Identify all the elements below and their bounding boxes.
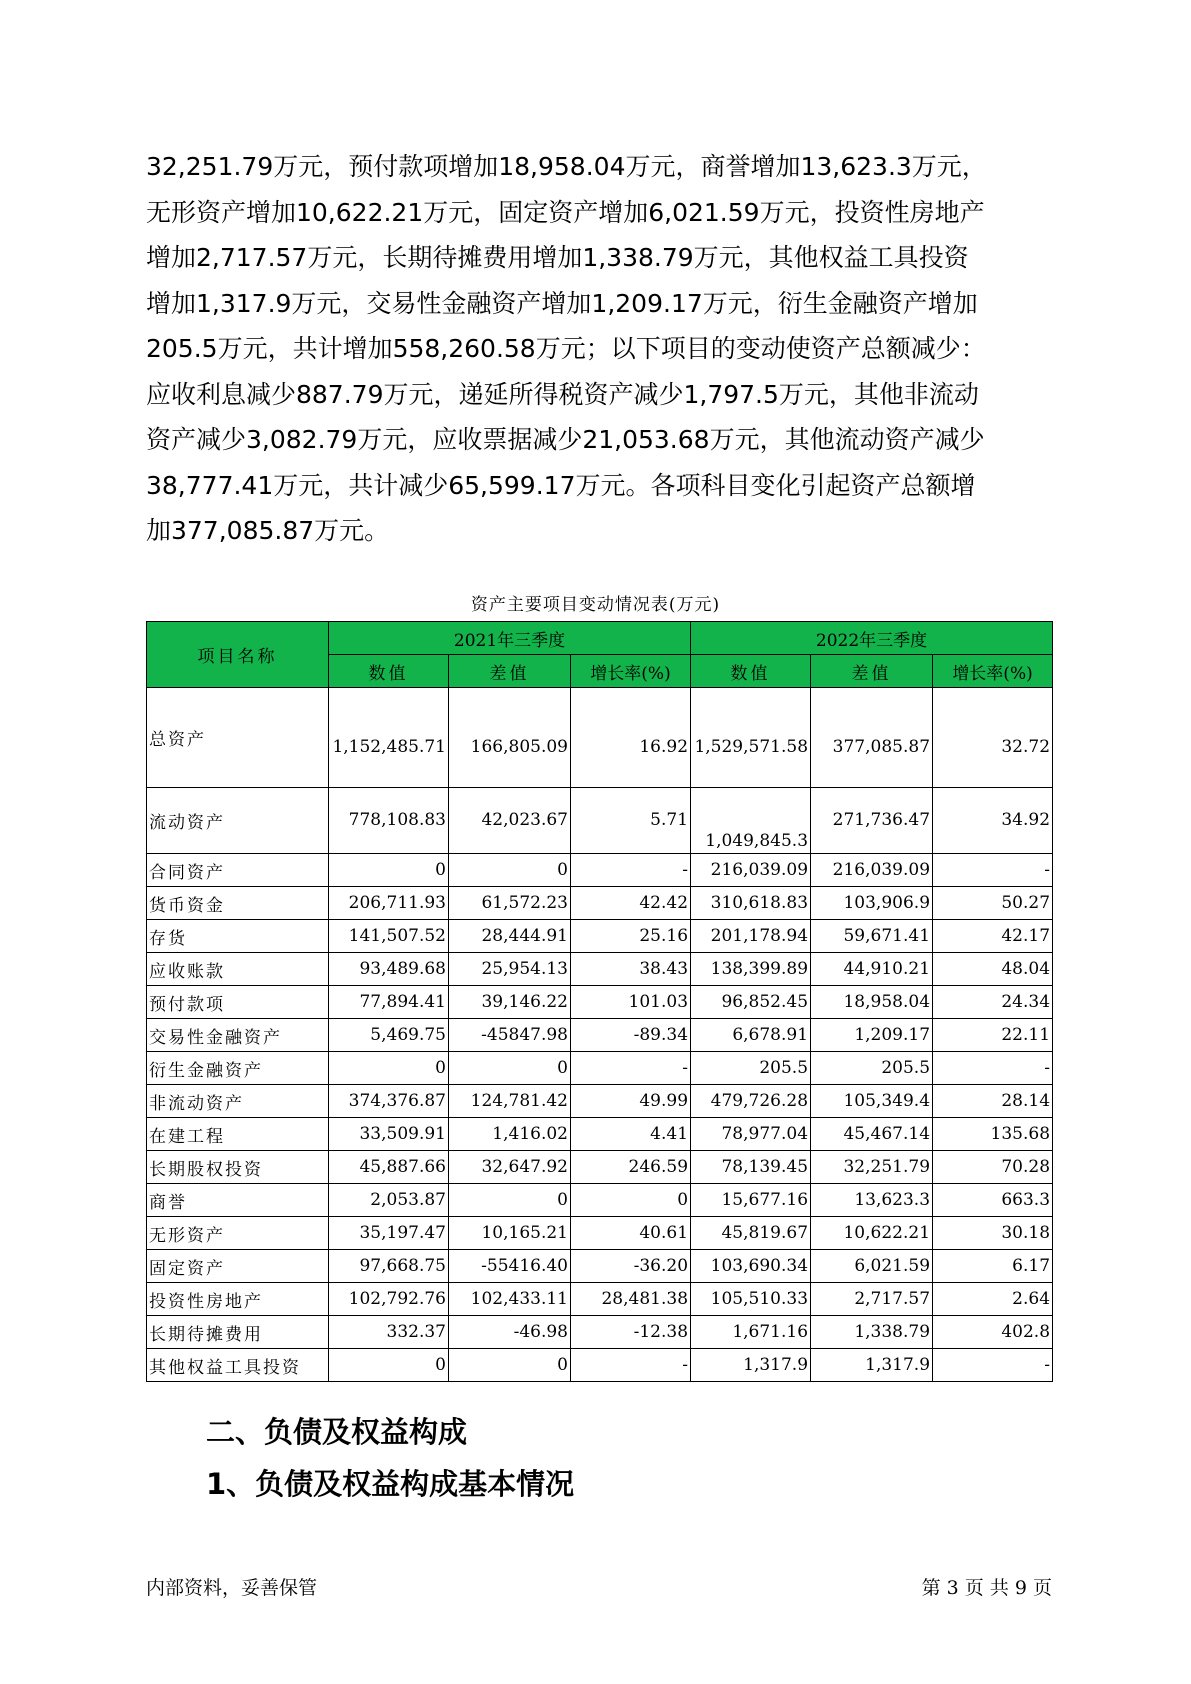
table-row xyxy=(147,1283,1053,1316)
table-row xyxy=(147,1349,1053,1382)
paragraph-line: 增加1,317.9万元，交易性金融资产增加1,209.17万元，衍生金融资产增加 xyxy=(146,288,978,318)
row-cell: 78,139.45 xyxy=(691,1151,811,1184)
row-cell: 10,622.21 xyxy=(811,1217,933,1250)
row-cell: 124,781.42 xyxy=(449,1085,571,1118)
row-cell: - xyxy=(933,1349,1053,1382)
row-cell: 1,416.02 xyxy=(449,1118,571,1151)
row-item-name: 总资产 xyxy=(147,688,329,788)
table-row xyxy=(147,1151,1053,1184)
row-cell: - xyxy=(933,1052,1053,1085)
paragraph-line: 205.5万元，共计增加558,260.58万元；以下项目的变动使资产总额减少： xyxy=(146,334,986,363)
row-cell: 216,039.09 xyxy=(811,854,933,887)
row-cell: -45847.98 xyxy=(449,1019,571,1052)
header-value: 数值 xyxy=(329,655,449,688)
table-row xyxy=(147,953,1053,986)
row-cell: 1,049,845.3 xyxy=(691,788,811,854)
row-cell: 78,977.04 xyxy=(691,1118,811,1151)
row-item-name: 交易性金融资产 xyxy=(147,1019,329,1052)
row-item-name: 投资性房地产 xyxy=(147,1283,329,1316)
row-cell: 45,467.14 xyxy=(811,1118,933,1151)
row-cell: 0 xyxy=(449,1184,571,1217)
row-cell: 35,197.47 xyxy=(329,1217,449,1250)
row-cell: 16.92 xyxy=(571,688,691,788)
row-cell: 48.04 xyxy=(933,953,1053,986)
row-cell: 271,736.47 xyxy=(811,788,933,854)
row-cell: 332.37 xyxy=(329,1316,449,1349)
table-row xyxy=(147,920,1053,953)
row-item-name: 应收账款 xyxy=(147,953,329,986)
table-row xyxy=(147,1250,1053,1283)
row-cell: 39,146.22 xyxy=(449,986,571,1019)
table-row xyxy=(147,1184,1053,1217)
row-item-name: 固定资产 xyxy=(147,1250,329,1283)
section-heading: 二、负债及权益构成 xyxy=(206,1415,468,1449)
row-cell: - xyxy=(571,1052,691,1085)
table-row xyxy=(147,1052,1053,1085)
paragraph-line: 加377,085.87万元。 xyxy=(146,516,390,545)
row-cell: 45,819.67 xyxy=(691,1217,811,1250)
row-cell: 141,507.52 xyxy=(329,920,449,953)
row-cell: 205.5 xyxy=(811,1052,933,1085)
row-cell: 6,021.59 xyxy=(811,1250,933,1283)
row-item-name: 合同资产 xyxy=(147,854,329,887)
header-item-name: 项目名称 xyxy=(147,622,329,688)
row-cell: 138,399.89 xyxy=(691,953,811,986)
body-paragraph xyxy=(146,144,1056,554)
row-cell: 70.28 xyxy=(933,1151,1053,1184)
row-cell: -89.34 xyxy=(571,1019,691,1052)
table-caption: 资产主要项目变动情况表(万元) xyxy=(470,595,721,615)
row-cell: 0 xyxy=(329,854,449,887)
row-cell: 28,481.38 xyxy=(571,1283,691,1316)
row-cell: 61,572.23 xyxy=(449,887,571,920)
row-cell: 45,887.66 xyxy=(329,1151,449,1184)
row-cell: 38.43 xyxy=(571,953,691,986)
footer-confidential-note: 内部资料，妥善保管 xyxy=(146,1577,318,1599)
row-cell: 402.8 xyxy=(933,1316,1053,1349)
row-cell: 1,317.9 xyxy=(691,1349,811,1382)
row-cell: -12.38 xyxy=(571,1316,691,1349)
row-cell: 5,469.75 xyxy=(329,1019,449,1052)
table-row xyxy=(147,688,1053,788)
row-cell: 15,677.16 xyxy=(691,1184,811,1217)
row-cell: -55416.40 xyxy=(449,1250,571,1283)
table-row xyxy=(147,788,1053,854)
row-cell: 93,489.68 xyxy=(329,953,449,986)
row-cell: 40.61 xyxy=(571,1217,691,1250)
row-cell: 6.17 xyxy=(933,1250,1053,1283)
row-cell: 22.11 xyxy=(933,1019,1053,1052)
row-cell: 28.14 xyxy=(933,1085,1053,1118)
row-cell: 32.72 xyxy=(933,688,1053,788)
row-cell: - xyxy=(933,854,1053,887)
row-cell: 216,039.09 xyxy=(691,854,811,887)
row-cell: 32,647.92 xyxy=(449,1151,571,1184)
table-row xyxy=(147,986,1053,1019)
row-cell: 206,711.93 xyxy=(329,887,449,920)
row-cell: 205.5 xyxy=(691,1052,811,1085)
row-cell: 0 xyxy=(329,1349,449,1382)
header-growth-rate: 增长率(%) xyxy=(933,655,1053,688)
row-cell: 105,349.4 xyxy=(811,1085,933,1118)
row-cell: 2,053.87 xyxy=(329,1184,449,1217)
row-cell: 6,678.91 xyxy=(691,1019,811,1052)
row-cell: 59,671.41 xyxy=(811,920,933,953)
row-cell: 102,433.11 xyxy=(449,1283,571,1316)
header-growth-rate: 增长率(%) xyxy=(571,655,691,688)
row-cell: 13,623.3 xyxy=(811,1184,933,1217)
row-cell: 103,906.9 xyxy=(811,887,933,920)
row-cell: 50.27 xyxy=(933,887,1053,920)
row-cell: 103,690.34 xyxy=(691,1250,811,1283)
paragraph-line: 32,251.79万元，预付款项增加18,958.04万元，商誉增加13,623.3万元， xyxy=(146,152,987,181)
row-cell: 479,726.28 xyxy=(691,1085,811,1118)
paragraph-line: 38,777.41万元，共计减少65,599.17万元。各项科目变化引起资产总额增 xyxy=(146,470,976,500)
row-cell: 778,108.83 xyxy=(329,788,449,854)
row-cell: 310,618.83 xyxy=(691,887,811,920)
row-cell: 166,805.09 xyxy=(449,688,571,788)
row-cell: 0 xyxy=(571,1184,691,1217)
paragraph-line: 资产减少3,082.79万元，应收票据减少21,053.68万元，其他流动资产减少 xyxy=(146,425,985,454)
table-row xyxy=(147,854,1053,887)
table-row xyxy=(147,1085,1053,1118)
row-item-name: 流动资产 xyxy=(147,788,329,854)
header-period-2022: 2022年三季度 xyxy=(691,622,1053,655)
row-cell: 0 xyxy=(449,1052,571,1085)
row-cell: 1,317.9 xyxy=(811,1349,933,1382)
row-item-name: 衍生金融资产 xyxy=(147,1052,329,1085)
row-item-name: 货币资金 xyxy=(147,887,329,920)
header-diff: 差值 xyxy=(449,655,571,688)
subsection-heading: 1、负债及权益构成基本情况 xyxy=(206,1467,575,1501)
row-cell: 96,852.45 xyxy=(691,986,811,1019)
row-cell: 42.17 xyxy=(933,920,1053,953)
header-value: 数值 xyxy=(691,655,811,688)
header-diff: 差值 xyxy=(811,655,933,688)
row-cell: 102,792.76 xyxy=(329,1283,449,1316)
row-cell: 34.92 xyxy=(933,788,1053,854)
row-cell: - xyxy=(571,854,691,887)
row-cell: 97,668.75 xyxy=(329,1250,449,1283)
row-cell: 663.3 xyxy=(933,1184,1053,1217)
table-row xyxy=(147,1118,1053,1151)
row-cell: 1,338.79 xyxy=(811,1316,933,1349)
row-cell: 0 xyxy=(449,854,571,887)
row-cell: 377,085.87 xyxy=(811,688,933,788)
row-cell: 0 xyxy=(329,1052,449,1085)
row-item-name: 在建工程 xyxy=(147,1118,329,1151)
row-cell: 77,894.41 xyxy=(329,986,449,1019)
row-cell: 246.59 xyxy=(571,1151,691,1184)
row-cell: 42,023.67 xyxy=(449,788,571,854)
row-item-name: 长期股权投资 xyxy=(147,1151,329,1184)
row-cell: 25,954.13 xyxy=(449,953,571,986)
row-cell: 105,510.33 xyxy=(691,1283,811,1316)
row-cell: 10,165.21 xyxy=(449,1217,571,1250)
asset-change-table xyxy=(146,621,1053,1382)
row-item-name: 无形资产 xyxy=(147,1217,329,1250)
row-cell: -36.20 xyxy=(571,1250,691,1283)
row-cell: 1,209.17 xyxy=(811,1019,933,1052)
row-cell: 1,671.16 xyxy=(691,1316,811,1349)
row-cell: 42.42 xyxy=(571,887,691,920)
row-cell: 101.03 xyxy=(571,986,691,1019)
row-item-name: 商誉 xyxy=(147,1184,329,1217)
row-cell: 18,958.04 xyxy=(811,986,933,1019)
row-item-name: 其他权益工具投资 xyxy=(147,1349,329,1382)
row-cell: 1,152,485.71 xyxy=(329,688,449,788)
row-cell: 1,529,571.58 xyxy=(691,688,811,788)
table-row xyxy=(147,1316,1053,1349)
row-cell: 24.34 xyxy=(933,986,1053,1019)
table-row xyxy=(147,887,1053,920)
row-cell: 28,444.91 xyxy=(449,920,571,953)
row-cell: -46.98 xyxy=(449,1316,571,1349)
row-cell: 2.64 xyxy=(933,1283,1053,1316)
row-cell: 135.68 xyxy=(933,1118,1053,1151)
row-item-name: 长期待摊费用 xyxy=(147,1316,329,1349)
row-cell: 5.71 xyxy=(571,788,691,854)
row-item-name: 非流动资产 xyxy=(147,1085,329,1118)
table-row xyxy=(147,1217,1053,1250)
row-cell: 2,717.57 xyxy=(811,1283,933,1316)
paragraph-line: 应收利息减少887.79万元，递延所得税资产减少1,797.5万元，其他非流动 xyxy=(146,379,979,409)
row-item-name: 存货 xyxy=(147,920,329,953)
row-cell: 4.41 xyxy=(571,1118,691,1151)
row-cell: 30.18 xyxy=(933,1217,1053,1250)
row-cell: 32,251.79 xyxy=(811,1151,933,1184)
paragraph-line: 增加2,717.57万元，长期待摊费用增加1,338.79万元，其他权益工具投资 xyxy=(146,243,969,272)
row-cell: 49.99 xyxy=(571,1085,691,1118)
footer-page-number: 第 3 页 共 9 页 xyxy=(921,1577,1052,1599)
paragraph-line: 无形资产增加10,622.21万元，固定资产增加6,021.59万元，投资性房地产 xyxy=(146,197,985,227)
row-cell: 374,376.87 xyxy=(329,1085,449,1118)
header-period-2021: 2021年三季度 xyxy=(329,622,691,655)
row-cell: - xyxy=(571,1349,691,1382)
row-cell: 25.16 xyxy=(571,920,691,953)
row-cell: 33,509.91 xyxy=(329,1118,449,1151)
row-item-name: 预付款项 xyxy=(147,986,329,1019)
row-cell: 0 xyxy=(449,1349,571,1382)
row-cell: 201,178.94 xyxy=(691,920,811,953)
row-cell: 44,910.21 xyxy=(811,953,933,986)
table-row xyxy=(147,1019,1053,1052)
